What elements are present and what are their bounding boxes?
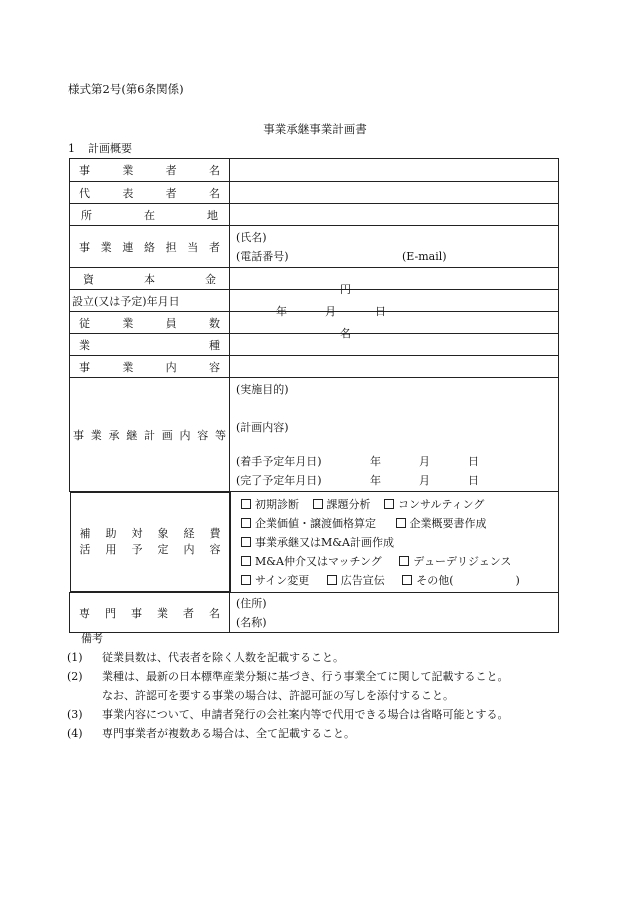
checkbox-icon[interactable] [241,518,251,528]
label-industry [70,334,230,356]
option-overview-doc[interactable] [396,514,487,533]
option-ma-matching[interactable] [241,552,382,571]
label-text: 所 在 地 [81,208,218,222]
plan-content-field[interactable] [230,378,559,492]
label-subsidy [70,492,231,592]
yen-unit: 円 [340,282,351,296]
contact-email: (E-mail) [402,249,447,263]
option-initial-diagnosis[interactable] [241,495,299,514]
label-text: 設立(又は予定)年月日 [72,294,180,308]
label-text: 代 表 者 名 [79,186,220,200]
business-name-field[interactable] [230,159,559,182]
label-text: 事 業 承 継 計 画 内 容 等 [73,428,226,442]
option-label: 企業価値・譲渡価格算定 [255,516,376,530]
checkbox-icon[interactable] [241,556,251,566]
label-business-name [70,159,230,182]
representative-field[interactable] [230,182,559,204]
checkbox-icon[interactable] [241,499,251,509]
month-unit: 月 [325,304,336,318]
label-contact [70,226,230,268]
label-address [70,204,230,226]
option-label: 初期診断 [255,497,299,511]
expert-field[interactable] [230,593,559,633]
option-row [241,571,558,590]
note-item: (1) 従業員数は、代表者を除く人数を記載すること。 [67,651,344,664]
row-established [70,290,559,312]
label-business-content [70,356,230,378]
year-unit: 年 [370,474,381,487]
section-number: 1 [68,142,75,155]
row-industry [70,334,559,356]
contact-phone-line [236,247,558,266]
row-plan-content [70,378,559,492]
plan-form-table [69,158,559,633]
option-consulting[interactable] [384,495,484,514]
subsidy-options [230,492,559,593]
label-representative [70,182,230,204]
checkbox-icon[interactable] [313,499,323,509]
expert-name: (名称) [236,615,267,629]
row-address [70,204,559,226]
plan-start-line [236,452,558,471]
plan-end-line [236,471,558,490]
row-business-content [70,356,559,378]
plan-start-label: (着手予定年月日) [236,455,322,468]
checkbox-icon[interactable] [327,575,337,585]
checkbox-icon[interactable] [241,575,251,585]
option-label: その他( [416,573,454,587]
expert-address: (住所) [236,596,267,610]
business-content-field[interactable] [230,356,559,378]
row-representative [70,182,559,204]
year-unit: 年 [370,455,381,468]
month-unit: 月 [419,474,430,487]
option-advertising[interactable] [327,571,385,590]
row-employees [70,312,559,334]
note-item-continued: なお、許認可を要する事業の場合は、許認可証の写しを添付すること。 [102,689,454,702]
row-expert [70,593,559,633]
label-employees [70,312,230,334]
label-text: 事 業 者 名 [79,164,220,177]
option-row [241,495,558,514]
day-unit: 日 [375,304,386,318]
option-succession-plan[interactable] [241,533,394,552]
address-field[interactable] [230,204,559,226]
section-title: 計画概要 [88,142,132,155]
label-text: 事 業 連 絡 担 当 者 [79,240,220,254]
label-text: 従 業 員 数 [79,316,220,330]
day-unit: 日 [468,455,479,468]
option-other[interactable] [402,571,520,590]
label-text: 専 門 事 業 者 名 [79,606,220,620]
checkbox-icon[interactable] [402,575,412,585]
plan-end-label: (完了予定年月日) [236,474,322,487]
option-issue-analysis[interactable] [313,495,371,514]
notes-section [67,630,509,743]
option-label: 企業概要書作成 [409,516,487,530]
plan-content: (計画内容) [236,421,289,434]
note-item: (2) 業種は、最新の日本標準産業分類に基づき、行う事業全てに関して記載すること。 [67,670,509,683]
checkbox-icon[interactable] [384,499,394,509]
industry-field[interactable] [230,334,559,356]
checkbox-icon[interactable] [241,537,251,547]
month-unit: 月 [419,455,430,468]
option-row [241,552,558,571]
checkbox-icon[interactable] [399,556,409,566]
label-text-line1: 補 助 対 象 経 費 [79,527,221,540]
section-heading [68,140,132,156]
day-unit: 日 [468,474,479,487]
option-label: サイン変更 [255,573,310,587]
row-business-name [70,159,559,182]
label-text: 業 種 [79,338,220,352]
option-row [241,533,558,552]
document-title: 事業承継事業計画書 [263,122,367,136]
capital-field[interactable] [230,268,559,296]
contact-name: (氏名) [236,230,267,244]
option-label: 事業承継又はM&A計画作成 [255,535,394,549]
year-unit: 年 [276,304,287,318]
option-row [241,514,558,533]
label-text: 資 本 金 [83,272,216,286]
row-subsidy [70,492,559,593]
contact-phone: (電話番号) [236,249,289,263]
option-label: M&A仲介又はマッチング [255,554,382,568]
notes-heading: 備考 [81,632,103,645]
plan-purpose: (実施目的) [236,383,289,396]
option-label: 課題分析 [326,497,371,511]
option-label-close: ) [515,573,520,587]
label-established [70,290,230,312]
established-field[interactable] [230,290,559,318]
option-label: コンサルティング [398,497,485,511]
label-text: 事 業 内 容 [79,360,220,374]
option-label: デューデリジェンス [413,554,512,568]
option-label: 広告宣伝 [340,573,385,587]
persons-unit: 名 [340,326,351,340]
label-capital [70,268,230,290]
checkbox-icon[interactable] [396,518,406,528]
note-item: (4) 専門事業者が複数ある場合は、全て記載すること。 [67,727,355,740]
option-valuation[interactable] [241,514,376,533]
note-item: (3) 事業内容について、申請者発行の会社案内等で代用できる場合は省略可能とする。 [67,708,509,721]
label-text-line2: 活 用 予 定 内 容 [79,543,221,556]
row-contact [70,226,559,268]
label-plan-content [70,378,230,492]
option-due-diligence[interactable] [399,552,511,571]
option-sign-change[interactable] [241,571,309,590]
row-capital [70,268,559,290]
label-expert [70,593,230,633]
contact-field[interactable] [230,226,559,268]
form-number: 様式第2号(第6条関係) [68,82,184,96]
